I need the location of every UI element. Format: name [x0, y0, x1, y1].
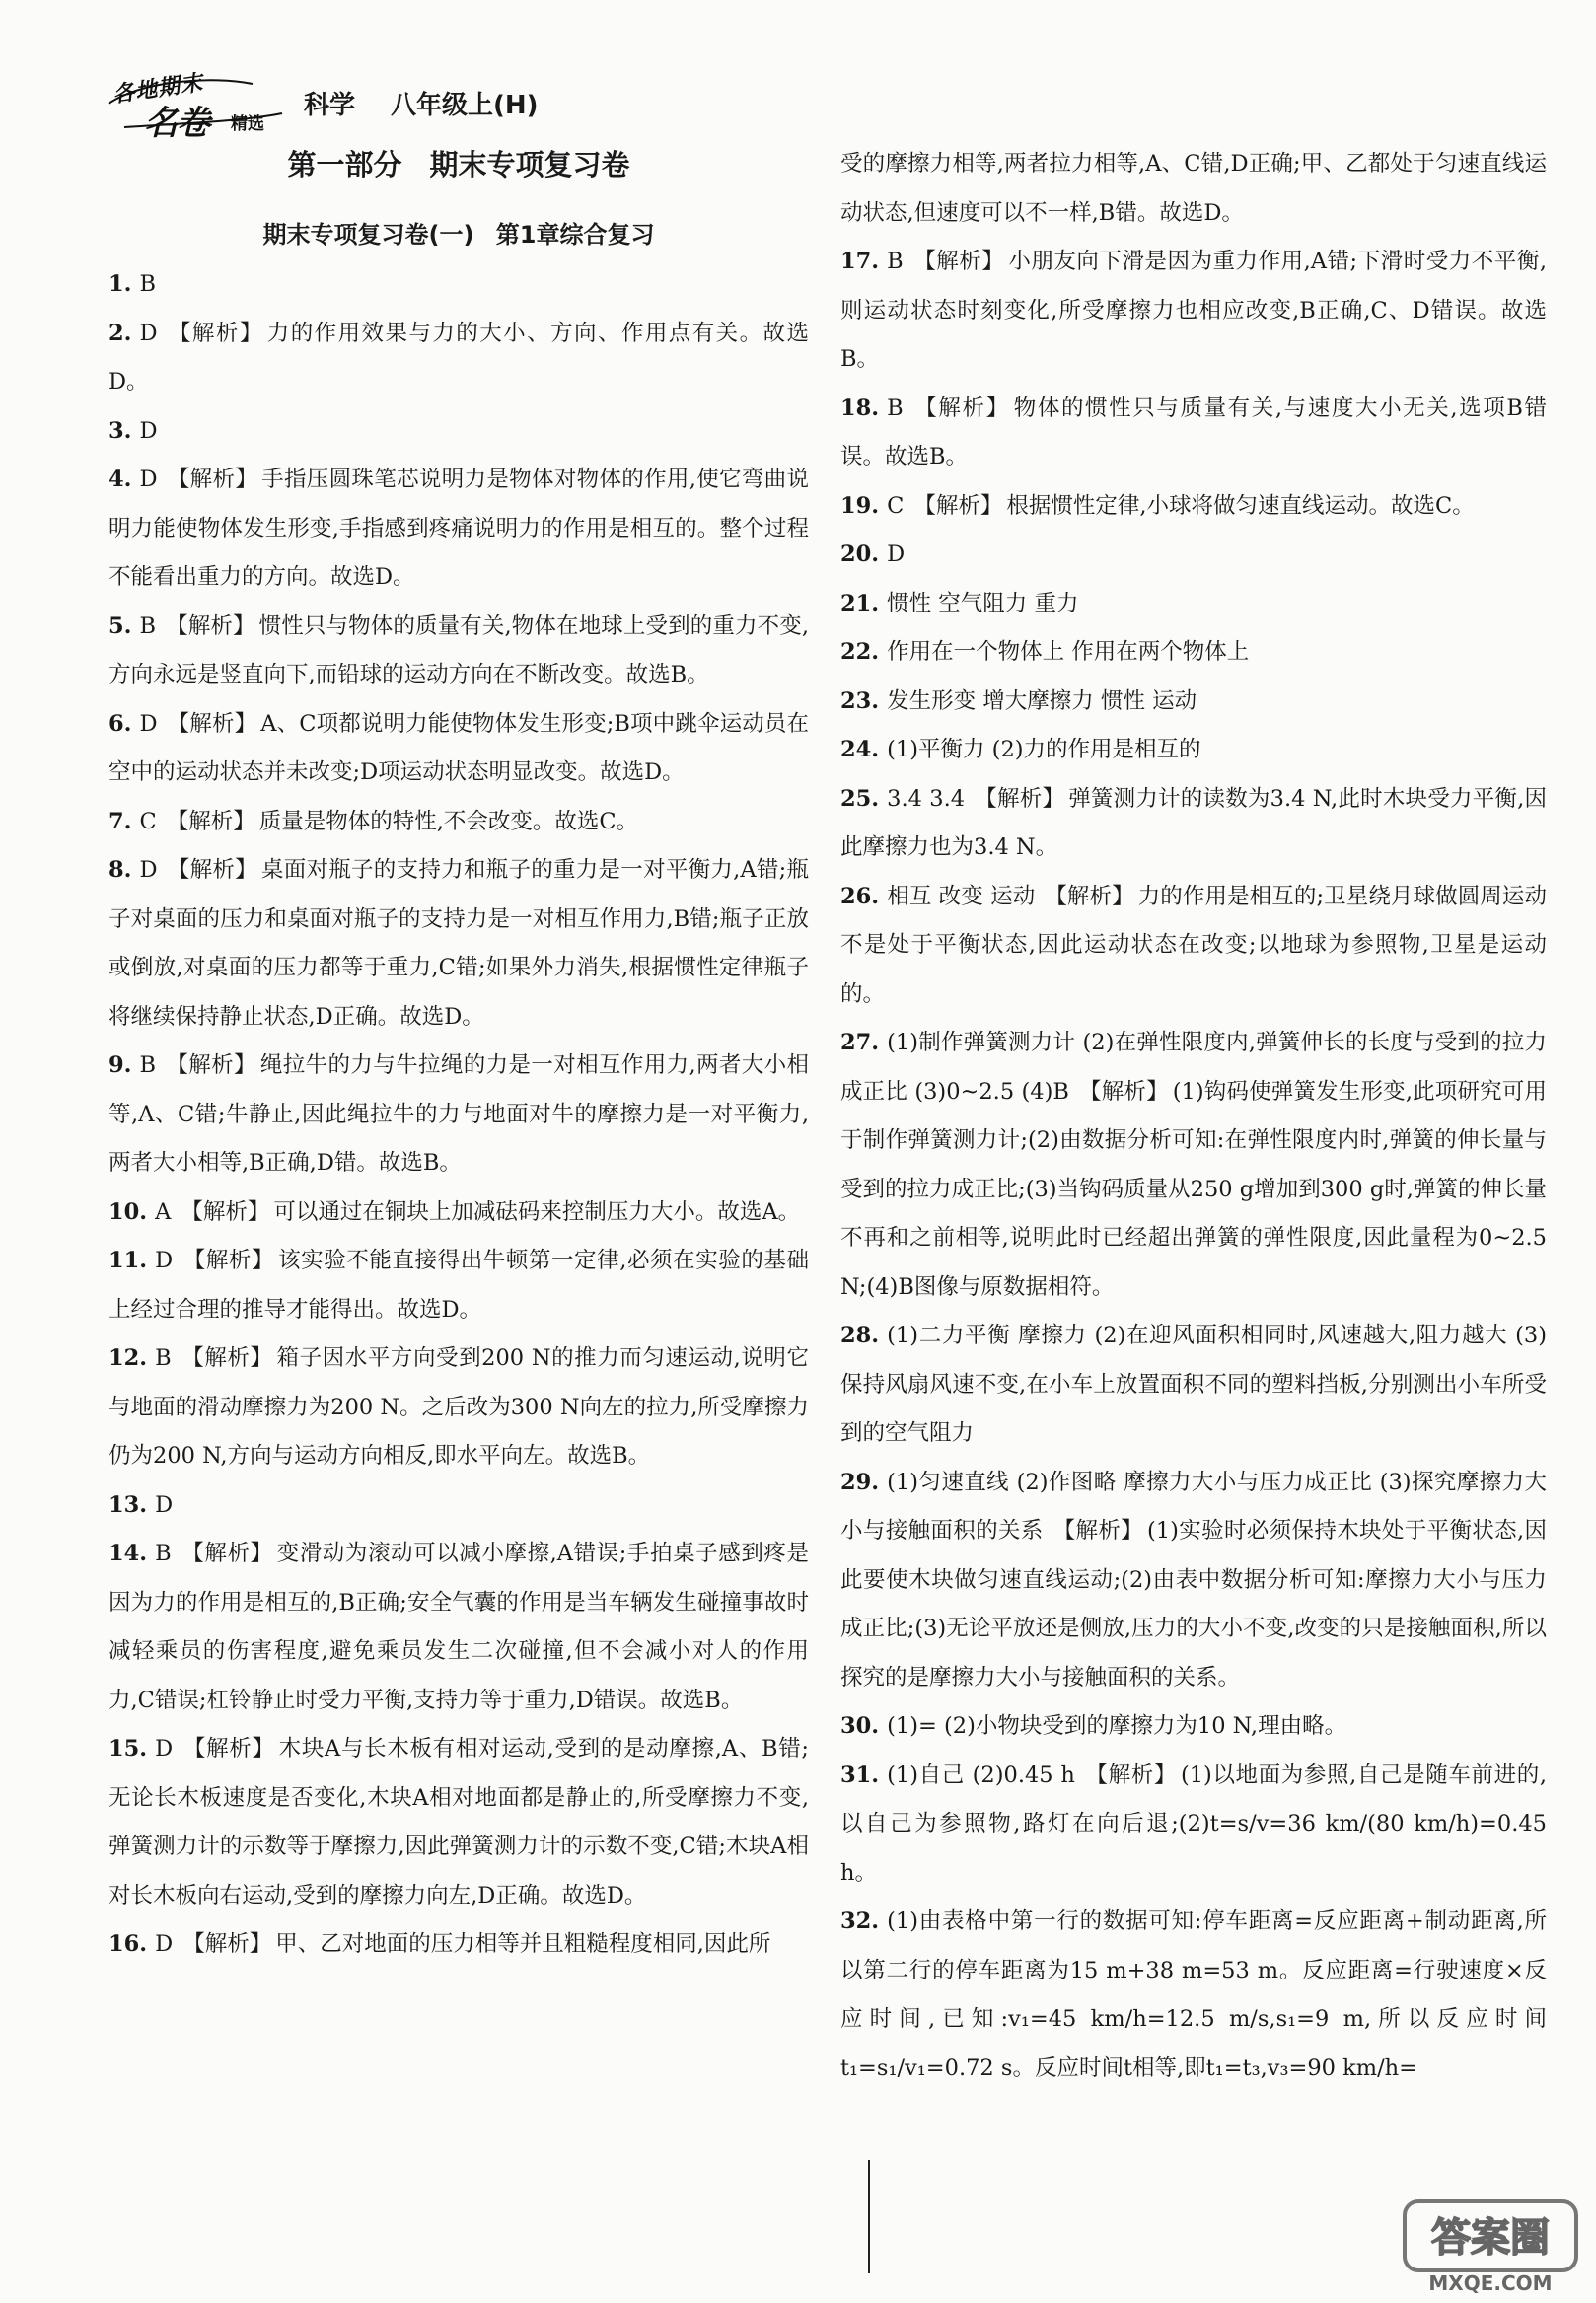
question-number: 12. [109, 1345, 148, 1371]
answer-item [840, 1752, 1547, 1899]
analysis-tag: 【解析】 [1078, 1078, 1169, 1105]
question-number: 24. [840, 737, 880, 762]
analysis-tag: 【解析】 [182, 1736, 275, 1762]
answer-text: B [887, 249, 904, 274]
explanation-text: (1)钩码使弹簧发生形变,此项研究可用于制作弹簧测力计;(2)由数据分析可知:在弹性限度内时,弹簧的伸长量与受到的拉力成正比;(3)当钩码质量从250 g增加到300 g时,弹簧的伸长量不再和之前相等,说明此时已经超出弹簧的弹性限度,因此量程为0~2.5 N;(4)B图像与原数据相符。 [840, 1078, 1547, 1300]
explanation-text: (1)实验时必须保持木块处于平衡状态,因此要使木块做匀速直线运动;(2)由表中数据分析可知:摩擦力大小与压力成正比;(3)无论平放还是侧放,压力的大小不变,改变的只是接触面积,所以探究的是摩擦力大小与接触面积的关系。 [840, 1518, 1547, 1691]
question-number: 14. [109, 1541, 148, 1566]
answer-text: B [139, 271, 157, 297]
question-number: 17. [840, 249, 880, 274]
question-number: 30. [840, 1713, 880, 1739]
question-number: 3. [109, 417, 132, 444]
explanation-text: 力的作用是相互的;卫星绕月球做圆周运动不是处于平衡状态,因此运动状态在改变;以地球为参照物,卫星是运动的。 [840, 883, 1547, 1007]
answer-text: D [887, 541, 906, 567]
analysis-tag: 【解析】 [182, 1248, 275, 1273]
question-number: 11. [109, 1248, 148, 1273]
question-number: 31. [840, 1762, 880, 1788]
analysis-tag: 【解析】 [167, 857, 257, 883]
answer-item [109, 310, 809, 407]
question-number: 28. [840, 1323, 880, 1348]
explanation-text: 根据惯性定律,小球将做匀速直线运动。故选C。 [1006, 492, 1475, 519]
answer-item [840, 1019, 1547, 1312]
answer-text: 相互 改变 运动 [887, 883, 1036, 909]
analysis-tag: 【解析】 [181, 1198, 270, 1225]
answer-item [109, 1725, 809, 1920]
answer-text: C [139, 808, 157, 834]
subject-label: 科学 [304, 90, 356, 120]
page-header [105, 69, 539, 143]
question-number: 23. [840, 687, 880, 714]
answer-item [840, 385, 1547, 482]
gutter-mark [868, 2160, 870, 2273]
answer-text: D [139, 417, 158, 444]
explanation-text: 桌面对瓶子的支持力和瓶子的重力是一对平衡力,A错;瓶子对桌面的压力和桌面对瓶子的支持力是一对相互作用力,B错;瓶子正放或倒放,对桌面的压力都等于重力,C错;如果外力消失,根据惯性定律瓶子将继续保持静止状态,D正确。故选D。 [109, 857, 809, 1030]
question-number: 15. [109, 1736, 148, 1762]
question-number: 19. [840, 492, 880, 519]
answer-item [109, 1042, 809, 1188]
question-number: 29. [840, 1469, 880, 1495]
analysis-tag: 【解析】 [166, 1052, 256, 1078]
analysis-tag: 【解析】 [167, 320, 263, 346]
explanation-text: 力的作用效果与力的大小、方向、作用点有关。故选D。 [109, 320, 809, 395]
analysis-tag: 【解析】 [913, 492, 1003, 519]
answers-left-column [109, 260, 809, 1970]
question-number: 13. [109, 1491, 148, 1518]
answer-text: 发生形变 增大摩擦力 惯性 运动 [887, 687, 1197, 714]
answer-item [840, 140, 1547, 238]
explanation-text: 手指压圆珠笔芯说明力是物体对物体的作用,使它弯曲说明力能使物体发生形变,手指感到疼痛说明力的作用是相互的。整个过程不能看出重力的方向。故选D。 [109, 467, 809, 590]
analysis-tag: 【解析】 [912, 249, 1005, 274]
question-number: 16. [109, 1931, 148, 1957]
analysis-tag: 【解析】 [182, 1931, 272, 1957]
answer-text: B [155, 1541, 172, 1566]
answer-item [109, 1481, 809, 1531]
explanation-text: 该实验不能直接得出牛顿第一定律,必须在实验的基础上经过合理的推导才能得出。故选D。 [109, 1248, 809, 1323]
answer-text: (1)制作弹簧测力计 (2)在弹性限度内,弹簧伸长的长度与受到的拉力成正比 (3)0~2.5 (4)B [840, 1030, 1547, 1105]
explanation-text: 受的摩擦力相等,两者拉力相等,A、C错,D正确;甲、乙都处于匀速直线运动状态,但速度可以不一样,B错。故选D。 [840, 151, 1547, 226]
explanation-text: 物体的惯性只与质量有关,与速度大小无关,选项B错误。故选B。 [840, 395, 1547, 469]
answer-text: (1)二力平衡 摩擦力 (2)在迎风面积相同时,风速越大,阻力越大 (3)保持风扇风速不变,在小车上放置面积不同的塑料挡板,分别测出小车所受到的空气阻力 [840, 1323, 1547, 1446]
answer-text: (1)自己 (2)0.45 h [887, 1762, 1075, 1788]
explanation-text: 可以通过在铜块上加减砝码来控制压力大小。故选A。 [273, 1198, 801, 1225]
question-number: 22. [840, 639, 880, 665]
logo-line1: 各地期末 [110, 69, 205, 108]
svg-text:答案圈: 答案圈 [1431, 2215, 1550, 2261]
analysis-tag: 【解析】 [166, 808, 255, 834]
answer-item [109, 1920, 809, 1970]
answer-item [840, 775, 1547, 873]
explanation-text: A、C项都说明力能使物体发生形变;B项中跳伞运动员在空中的运动状态并未改变;D项运动状态明显改变。故选D。 [109, 710, 809, 785]
answer-item [840, 1898, 1547, 2093]
answer-item [840, 678, 1547, 727]
question-number: 26. [840, 883, 880, 909]
answer-item [109, 846, 809, 1042]
question-number: 25. [840, 785, 880, 812]
answer-text: D [139, 467, 158, 492]
answer-item [840, 1702, 1547, 1752]
svg-text:MXQE.COM: MXQE.COM [1428, 2271, 1553, 2294]
question-number: 1. [109, 271, 132, 297]
answer-item [109, 456, 809, 603]
question-number: 21. [840, 590, 880, 616]
question-number: 4. [109, 467, 132, 492]
answer-text: D [155, 1736, 174, 1762]
answer-text: B [887, 395, 904, 421]
answer-item [840, 628, 1547, 678]
question-number: 20. [840, 541, 880, 567]
answer-text: B [139, 1052, 157, 1078]
answer-item [840, 238, 1547, 385]
answer-item [840, 580, 1547, 629]
answer-item [109, 603, 809, 700]
analysis-tag: 【解析】 [1084, 1762, 1177, 1788]
answer-text: D [139, 857, 158, 883]
answer-text: D [155, 1931, 174, 1957]
answer-text: A [155, 1198, 172, 1225]
explanation-text: 甲、乙对地面的压力相等并且粗糙程度相同,因此所 [275, 1931, 771, 1957]
analysis-tag: 【解析】 [1045, 883, 1134, 909]
question-number: 6. [109, 710, 132, 737]
answer-text: C [887, 492, 905, 519]
answer-text: D [139, 710, 158, 737]
answer-text: 作用在一个物体上 作用在两个物体上 [887, 639, 1250, 665]
analysis-tag: 【解析】 [1052, 1518, 1144, 1544]
question-number: 5. [109, 612, 132, 639]
answer-text: (1)匀速直线 (2)作图略 摩擦力大小与压力成正比 (3)探究摩擦力大小与接触面积的关系 [840, 1469, 1547, 1544]
part-title: 第一部分 期末专项复习卷 [287, 148, 630, 181]
answer-item [109, 798, 809, 847]
answer-item [840, 482, 1547, 532]
answer-text: D [139, 320, 158, 346]
answer-text: D [155, 1491, 174, 1518]
answer-item [840, 726, 1547, 775]
analysis-tag: 【解析】 [166, 612, 255, 639]
answer-item [109, 260, 809, 310]
answer-item [109, 407, 809, 457]
answer-text: (1)平衡力 (2)力的作用是相互的 [887, 737, 1201, 762]
analysis-tag: 【解析】 [181, 1345, 273, 1371]
section-title: 期末专项复习卷(一) 第1章综合复习 [262, 221, 655, 249]
answer-item [840, 531, 1547, 580]
analysis-tag: 【解析】 [912, 395, 1010, 421]
explanation-text: 箱子因水平方向受到200 N的推力而匀速运动,说明它与地面的滑动摩擦力为200 N。之后改为300 N向左的拉力,所受摩擦力仍为200 N,方向与运动方向相反,即水平向左。故选B。 [109, 1345, 809, 1469]
series-logo [105, 69, 286, 143]
question-number: 2. [109, 320, 132, 346]
analysis-tag: 【解析】 [167, 710, 257, 737]
answer-text: B [155, 1345, 172, 1371]
explanation-text: 质量是物体的特性,不会改变。故选C。 [258, 808, 639, 834]
analysis-tag: 【解析】 [181, 1541, 273, 1566]
answer-text: B [139, 612, 157, 639]
question-number: 7. [109, 808, 132, 834]
explanation-text: 变滑动为滚动可以减小摩擦,A错误;手拍桌子感到疼是因为力的作用是相互的,B正确;安全气囊的作用是当车辆发生碰撞事故时减轻乘员的伤害程度,避免乘员发生二次碰撞,但不会减小对人的作用力,C错误;杠铃静止时受力平衡,支持力等于重力,D错误。故选B。 [109, 1541, 809, 1713]
answer-item [109, 1530, 809, 1725]
answer-item [840, 1459, 1547, 1703]
answers-right-column [840, 140, 1547, 2093]
answer-text: D [155, 1248, 174, 1273]
question-number: 10. [109, 1198, 148, 1225]
question-number: 8. [109, 857, 132, 883]
answer-item [840, 1312, 1547, 1459]
grade-label: 八年级上(H) [391, 90, 539, 120]
analysis-tag: 【解析】 [167, 467, 258, 492]
question-number: 9. [109, 1052, 132, 1078]
explanation-text: 绳拉牛的力与牛拉绳的力是一对相互作用力,两者大小相等,A、C错;牛静止,因此绳拉牛的力与地面对牛的摩擦力是一对平衡力,两者大小相等,B正确,D错。故选B。 [109, 1052, 809, 1176]
explanation-text: 小朋友向下滑是因为重力作用,A错;下滑时受力不平衡,则运动状态时刻变化,所受摩擦力也相应改变,B正确,C、D错误。故选B。 [840, 249, 1547, 372]
question-number: 18. [840, 395, 880, 421]
logo-line2: 名卷 [144, 104, 209, 143]
question-number: 32. [840, 1908, 880, 1934]
explanation-text: 弹簧测力计的读数为3.4 N,此时木块受力平衡,因此摩擦力也为3.4 N。 [840, 785, 1547, 860]
answer-text: (1)由表格中第一行的数据可知:停车距离=反应距离+制动距离,所以第二行的停车距离为15 m+38 m=53 m。反应距离=行驶速度×反应时间,已知:v₁=45 km/h=12.5 m/s,s₁=9 m,所以反应时间t₁=s₁/v₁=0.72 s。反应时间t相等,即t₁=t₃,v₃=90 km/h= [840, 1908, 1547, 2081]
answer-item [109, 1237, 809, 1334]
explanation-text: 惯性只与物体的质量有关,物体在地球上受到的重力不变,方向永远是竖直向下,而铅球的运动方向在不断改变。故选B。 [109, 612, 809, 687]
question-number: 27. [840, 1030, 880, 1055]
explanation-text: (1)以地面为参照,自己是随车前进的,以自己为参照物,路灯在向后退;(2)t=s/v=36 km/(80 km/h)=0.45 h。 [840, 1762, 1547, 1886]
analysis-tag: 【解析】 [975, 785, 1065, 812]
logo-line3: 精选 [231, 114, 264, 134]
answer-item [840, 873, 1547, 1020]
answer-text: (1)= (2)小物块受到的摩擦力为10 N,理由略。 [887, 1713, 1347, 1739]
answer-text: 3.4 3.4 [887, 785, 966, 812]
answer-text: 惯性 空气阻力 重力 [887, 590, 1079, 616]
answer-item [109, 1188, 809, 1238]
answer-item [109, 700, 809, 798]
explanation-text: 木块A与长木板有相对运动,受到的是动摩擦,A、B错;无论长木板速度是否变化,木块A相对地面都是静止的,所受摩擦力不变,弹簧测力计的示数等于摩擦力,因此弹簧测力计的示数不变,C错;木块A相对长木板向右运动,受到的摩擦力向左,D正确。故选D。 [109, 1736, 809, 1908]
answer-item [109, 1334, 809, 1481]
watermark-stamp-icon [1399, 2195, 1582, 2294]
